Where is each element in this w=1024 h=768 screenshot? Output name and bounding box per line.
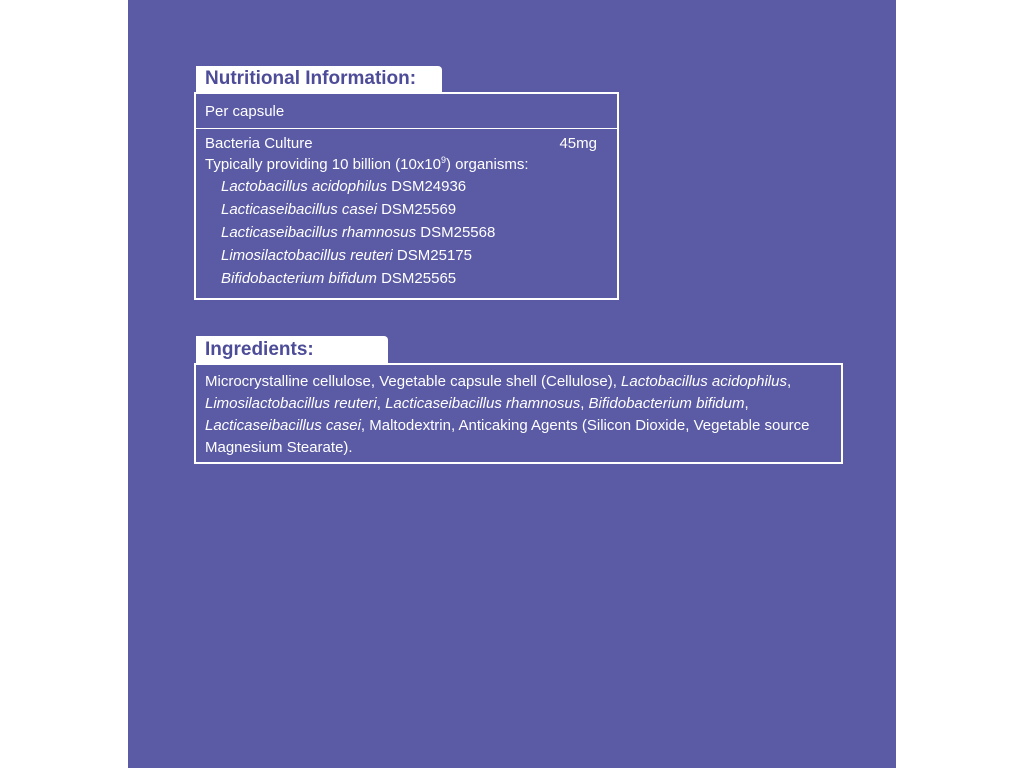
strain-line	[221, 246, 472, 266]
strain-code: DSM25568	[420, 224, 496, 241]
organism-count-line	[205, 155, 605, 175]
strain-species: Lacticaseibacillus rhamnosus	[221, 224, 417, 241]
strain-species: Limosilactobacillus reuteri	[221, 247, 393, 264]
ingredient-species: Lactobacillus acidophilus	[621, 373, 787, 390]
ingredient-text: , Maltodextrin, Anticaking Agents (Silicon Dioxide, Vegetable source	[360, 417, 810, 434]
ingredients-heading: Ingredients:	[196, 336, 388, 363]
strain-species: Bifidobacterium bifidum	[221, 270, 377, 287]
ingredient-text: ,	[744, 395, 749, 412]
ingredient-text: Microcrystalline cellulose, Vegetable capsule shell (Cellulose),	[205, 373, 622, 390]
organism-count-text-end: ) organisms:	[445, 156, 529, 173]
nutritional-information-heading: Nutritional Information:	[196, 66, 442, 92]
organism-count-exponent: 9	[440, 155, 446, 165]
ingredient-text: Magnesium Stearate).	[205, 439, 353, 456]
ingredients-line-3	[205, 416, 810, 436]
per-capsule-label: Per capsule	[205, 103, 285, 120]
bacteria-culture-label: Bacteria Culture	[205, 135, 313, 152]
label-panel	[128, 0, 896, 768]
ingredients-line-4	[205, 438, 353, 458]
ingredients-box	[194, 363, 843, 464]
strain-species: Lactobacillus acidophilus	[221, 178, 387, 195]
ingredient-text: ,	[376, 395, 386, 412]
strain-line	[221, 200, 456, 220]
nutritional-information-box	[194, 92, 619, 300]
ingredient-species: Lacticaseibacillus casei	[205, 417, 361, 434]
divider-line	[196, 128, 617, 129]
bacteria-culture-row	[205, 134, 605, 154]
strain-code: DSM24936	[391, 178, 467, 195]
ingredient-text: ,	[580, 395, 589, 412]
strain-code: DSM25175	[396, 247, 472, 264]
bacteria-culture-amount: 45mg	[559, 135, 597, 152]
ingredient-text: ,	[786, 373, 792, 390]
strain-line	[221, 223, 495, 243]
strain-line	[221, 269, 456, 289]
ingredient-species: Lacticaseibacillus rhamnosus	[385, 395, 581, 412]
strain-code: DSM25569	[381, 201, 457, 218]
ingredient-species: Limosilactobacillus reuteri	[205, 395, 377, 412]
ingredients-line-1	[205, 372, 791, 392]
ingredient-species: Bifidobacterium bifidum	[588, 395, 745, 412]
strain-line	[221, 177, 466, 197]
organism-count-text-start: Typically providing 10 billion (10x10	[205, 156, 441, 173]
strain-code: DSM25565	[381, 270, 457, 287]
ingredients-line-2	[205, 394, 749, 414]
strain-species: Lacticaseibacillus casei	[221, 201, 377, 218]
